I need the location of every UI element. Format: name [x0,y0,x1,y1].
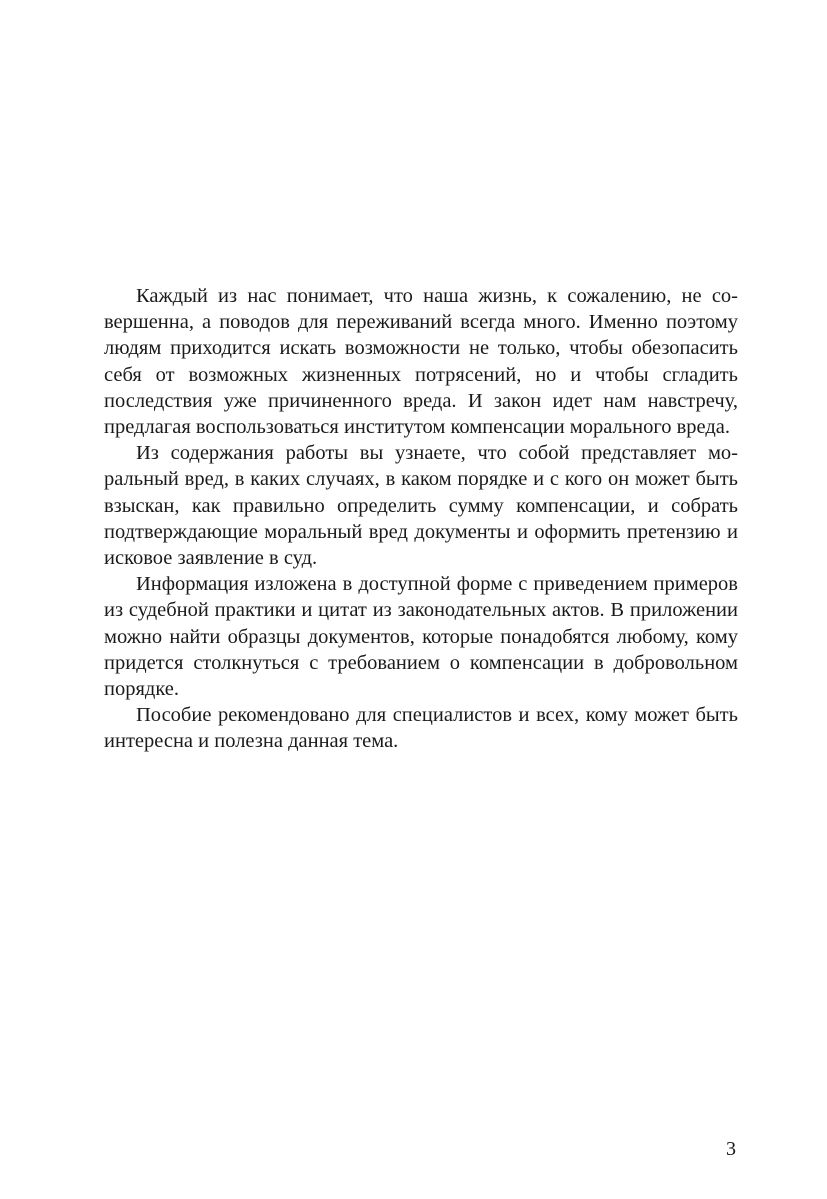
page-number: 3 [726,1138,736,1160]
annotation-text [104,283,738,755]
paragraph-4: Пособие рекомендовано для специалистов и всех, кому может быть интересна и полезна данная тема. [104,704,738,753]
paragraph-2: Из содержания работы вы узнаете, что собой представляет моральный вред, в каких случаях, в каком порядке и с кого он может быть взыскан, как правильно определить сумму компенсации, и собрать подтверждающие моральный вред документы и оформить претензию и исковое заявление в суд. [104,442,738,570]
paragraph-1: Каждый из нас понимает, что наша жизнь, к сожалению, не совершенна, а поводов для переживаний всегда много. Именно поэтому людям приходится искать возможности не только, чтобы обезопасить себя от возможных жизненных потрясений, но и чтобы сгладить последствия уже причиненного вреда. И закон идет нам навстречу, предлагая воспользоваться институтом компенсации морального вреда. [104,285,738,439]
paragraph-3: Информация изложена в доступной форме с приведением примеров из судебной практики и цитат из законодательных актов. В приложении можно найти образцы документов, которые понадобятся любому, кому придется столкнуться с требованием о компенсации в добровольном порядке. [104,573,738,701]
